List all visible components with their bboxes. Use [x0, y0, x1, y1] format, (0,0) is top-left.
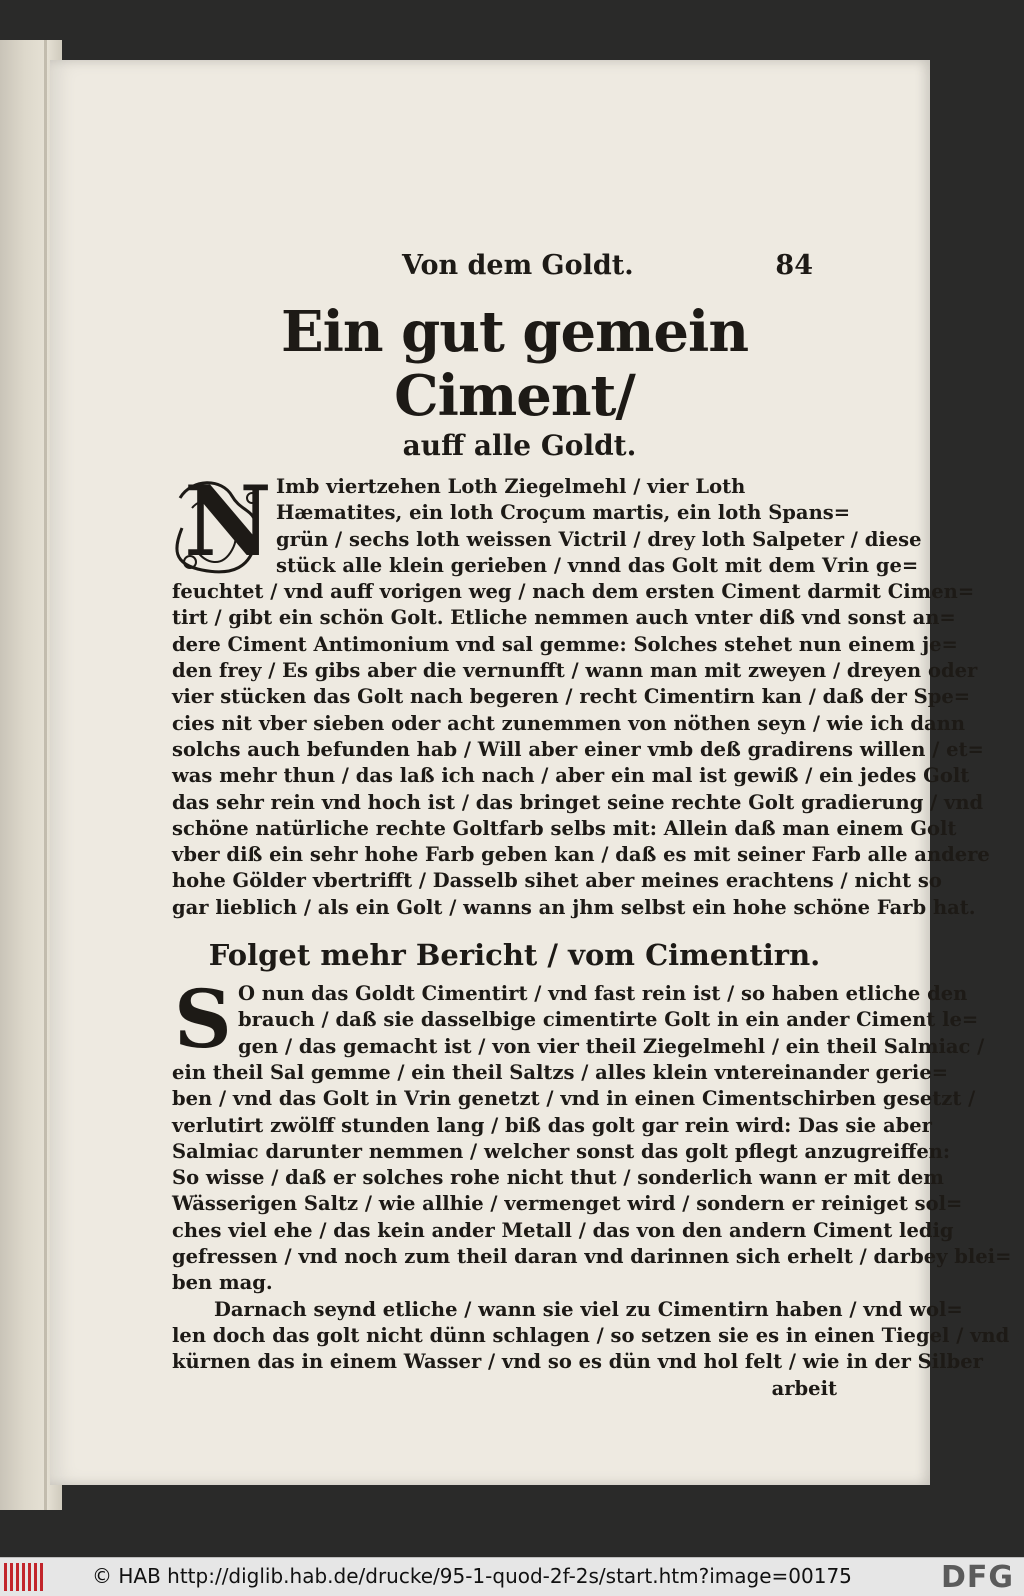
text-line: gefressen / vnd noch zum theil daran vnd darinnen sich erhelt / darbey blei=	[172, 1245, 1012, 1269]
text-line: So wisse / daß er solches rohe nicht thut / sonderlich wann er mit dem	[172, 1166, 944, 1190]
text-line: brauch / daß sie dasselbige cimentirte Golt in ein ander Ciment le=	[238, 1008, 979, 1032]
book-page	[50, 60, 1012, 1485]
text-line: vier stücken das Golt nach begeren / recht Cimentirn kan / daß der Spe=	[172, 685, 971, 709]
initial-s	[172, 972, 232, 1067]
text-line: tirt / gibt ein schön Golt. Etliche nemmen auch vnter diß vnd sonst an=	[172, 606, 956, 630]
text-line: vber diß ein sehr hohe Farb geben kan / daß es mit seiner Farb alle andere	[172, 843, 990, 867]
running-title: Von dem Goldt.	[402, 250, 634, 281]
text-line: solchs auch befunden hab / Will aber einer vmb deß gradirens willen / et=	[172, 737, 984, 761]
text-line: was mehr thun / das laß ich nach / aber ein mal ist gewiß / ein jedes Golt	[172, 764, 970, 788]
text-line: grün / sechs loth weissen Victril / drey loth Salpeter / diese	[276, 527, 922, 551]
source-link[interactable]: © HAB http://diglib.hab.de/drucke/95-1-quod-2f-2s/start.htm?image=00175	[92, 1564, 852, 1588]
dfg-logo: DFG	[940, 1560, 1014, 1595]
text-line: gar lieblich / als ein Golt / wanns an jhm selbst ein hohe schöne Farb hat.	[172, 895, 976, 919]
chapter-title: Ein gut gemein Ciment/	[280, 299, 749, 429]
text-line: stück alle klein gerieben / vnnd das Golt mit dem Vrin ge=	[276, 553, 919, 577]
initial-letter: S	[174, 972, 232, 1067]
text-line: Darnach seynd etliche / wann sie viel zu Cimentirn haben / vnd wol=	[214, 1297, 963, 1321]
text-block	[172, 250, 1012, 1402]
text-line: ches viel ehe / das kein ander Metall / das von den andern Ciment ledig	[172, 1218, 954, 1242]
chapter-subtitle: auff alle Goldt.	[402, 429, 637, 462]
text-line: das sehr rein vnd hoch ist / das bringet seine rechte Golt gradierung / vnd	[172, 790, 984, 814]
catchword: arbeit	[771, 1376, 837, 1400]
text-line: O nun das Goldt Cimentirt / vnd fast rein ist / so haben etliche den	[238, 982, 968, 1006]
text-line: schöne natürliche rechte Goltfarb selbs mit: Allein daß man einem Golt	[172, 816, 957, 840]
text-line: Hæmatites, ein loth Croçum martis, ein loth Spans=	[276, 501, 851, 525]
text-line: verlutirt zwölff stunden lang / biß das golt gar rein wird: Das sie aber	[172, 1113, 932, 1137]
text-line: cies nit vber sieben oder acht zunemmen von nöthen seyn / wie ich dann	[172, 711, 966, 735]
decorated-initial	[172, 465, 272, 578]
text-line: Wässerigen Saltz / wie allhie / vermenget wird / sondern er reiniget sol=	[172, 1192, 963, 1216]
section-heading: Folget mehr Bericht / vom Cimentirn.	[208, 938, 821, 973]
page-number: 84	[775, 250, 813, 281]
text-line: Salmiac darunter nemmen / welcher sonst das golt pflegt anzugreiffen:	[172, 1139, 951, 1163]
text-line: ben mag.	[172, 1271, 273, 1295]
text-line: len doch das golt nicht dünn schlagen / so setzen sie es in einen Tiegel / vnd	[172, 1323, 1010, 1347]
text-line: ein theil Sal gemme / ein theil Saltzs / alles klein vntereinander gerie=	[172, 1060, 949, 1084]
text-line: gen / das gemacht ist / von vier theil Ziegelmehl / ein theil Salmiac /	[238, 1034, 985, 1058]
barcode-icon	[4, 1563, 46, 1591]
initial-letter: N	[184, 465, 272, 578]
text-line: feuchtet / vnd auff vorigen weg / nach dem ersten Ciment darmit Cimen=	[172, 580, 975, 604]
running-head	[172, 250, 837, 300]
text-line: dere Ciment Antimonium vnd sal gemme: Solches stehet nun einem je=	[172, 632, 958, 656]
paragraph-1	[172, 465, 990, 921]
text-line: Imb viertzehen Loth Ziegelmehl / vier Loth	[276, 475, 746, 498]
text-line: kürnen das in einem Wasser / vnd so es dün vnd hol felt / wie in der Silber	[172, 1350, 983, 1374]
text-line: den frey / Es gibs aber die vernunfft / wann man mit zweyen / dreyen oder	[172, 659, 978, 683]
footer-bar	[0, 1557, 1024, 1596]
paragraph-2	[172, 972, 1012, 1401]
text-line: hohe Gölder vbertrifft / Dasselb sihet aber meines erachtens / nicht so	[172, 869, 942, 893]
text-line: ben / vnd das Golt in Vrin genetzt / vnd in einen Cimentschirben gesetzt /	[172, 1087, 976, 1111]
